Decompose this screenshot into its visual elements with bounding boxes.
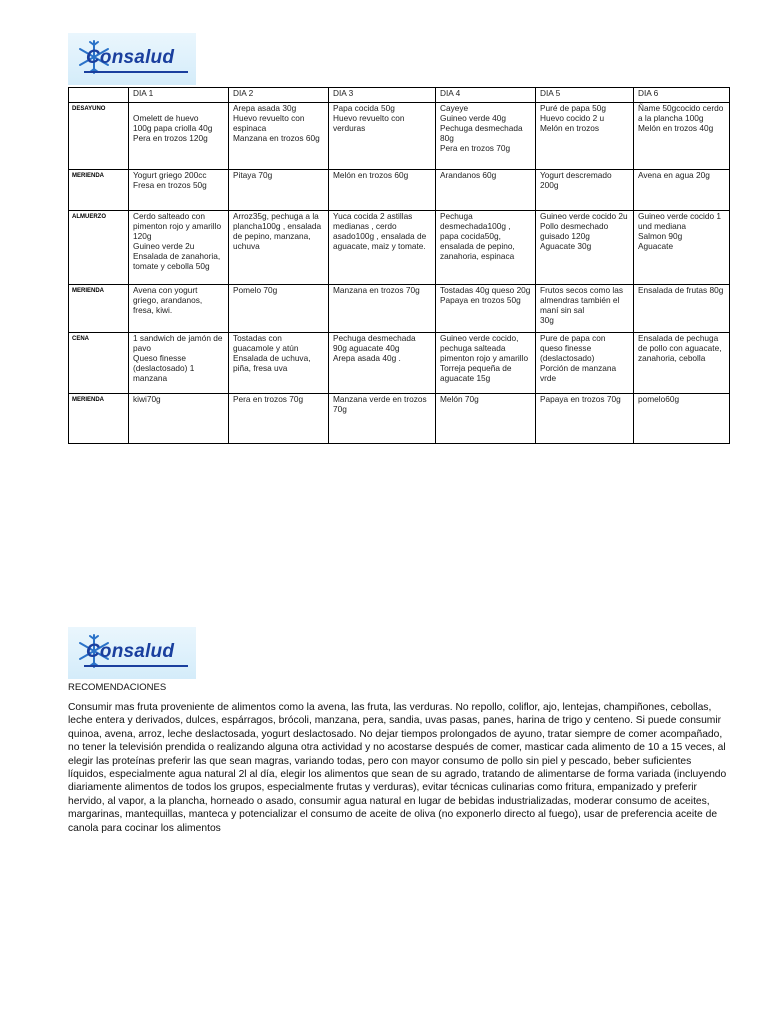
weekly-menu-table: [68, 87, 730, 444]
table-cell: Ensalada de frutas 80g: [634, 285, 730, 333]
table-row: [69, 103, 730, 170]
table-cell: Guineo verde cocido, pechuga salteada pimenton rojo y amarillo Torreja pequeña de aguacate 15g: [436, 333, 536, 394]
logo-underline: [84, 665, 188, 667]
meal-label: DESAYUNO: [69, 103, 129, 170]
table-cell: Avena con yogurt griego, arandanos, fresa, kiwi.: [129, 285, 229, 333]
table-cell: Avena en agua 20g: [634, 170, 730, 211]
table-row: [69, 394, 730, 444]
table-cell: Arepa asada 30g Huevo revuelto con espinaca Manzana en trozos 60g: [229, 103, 329, 170]
table-cell: Pure de papa con queso finesse (deslactosado) Porción de manzana vrde: [536, 333, 634, 394]
table-cell: Papa cocida 50g Huevo revuelto con verduras: [329, 103, 436, 170]
table-cell: Manzana verde en trozos 70g: [329, 394, 436, 444]
table-header-row: [69, 88, 730, 103]
day-header: DIA 6: [634, 88, 730, 103]
day-header: DIA 5: [536, 88, 634, 103]
table-row: [69, 333, 730, 394]
table-cell: Guineo verde cocido 2u Pollo desmechado guisado 120g Aguacate 30g: [536, 211, 634, 285]
table-cell: Puré de papa 50g Huevo cocido 2 u Melón en trozos: [536, 103, 634, 170]
table-cell: Ensalada de pechuga de pollo con aguacate, zanahoria, cebolla: [634, 333, 730, 394]
day-header: DIA 4: [436, 88, 536, 103]
day-header: DIA 3: [329, 88, 436, 103]
table-cell: Tostadas 40g queso 20g Papaya en trozos 50g: [436, 285, 536, 333]
meal-label: CENA: [69, 333, 129, 394]
table-cell: Papaya en trozos 70g: [536, 394, 634, 444]
meal-label: ALMUERZO: [69, 211, 129, 285]
table-cell: Melón en trozos 60g: [329, 170, 436, 211]
day-header: DIA 1: [129, 88, 229, 103]
table-cell: Pechuga desmechada100g , papa cocida50g, ensalada de pepino, zanahoria, espinaca: [436, 211, 536, 285]
logo-text: Consalud: [86, 47, 175, 68]
meal-label: MERIENDA: [69, 394, 129, 444]
table-cell: Yogurt descremado 200g: [536, 170, 634, 211]
table-cell: Guineo verde cocido 1 und mediana Salmon 90g Aguacate: [634, 211, 730, 285]
meal-label: MERIENDA: [69, 285, 129, 333]
consalud-logo-bottom: [68, 627, 196, 679]
table-cell: Pechuga desmechada 90g aguacate 40g Arepa asada 40g .: [329, 333, 436, 394]
logo-underline: [84, 71, 188, 73]
table-cell: Yuca cocida 2 astillas medianas , cerdo asado100g , ensalada de aguacate, maiz y tomate.: [329, 211, 436, 285]
table-cell: Tostadas con guacamole y atún Ensalada de uchuva, piña, fresa uva: [229, 333, 329, 394]
table-cell: kiwi70g: [129, 394, 229, 444]
table-cell: Melón 70g: [436, 394, 536, 444]
table-cell: Pomelo 70g: [229, 285, 329, 333]
recommendations-title: RECOMENDACIONES: [68, 682, 167, 693]
header-empty-cell: [69, 88, 129, 103]
table-cell: Pitaya 70g: [229, 170, 329, 211]
table-cell: Omelett de huevo 100g papa criolla 40g Pera en trozos 120g: [129, 103, 229, 170]
table-cell: Arandanos 60g: [436, 170, 536, 211]
consalud-logo-top: [68, 33, 196, 85]
table-cell: Yogurt griego 200cc Fresa en trozos 50g: [129, 170, 229, 211]
table-row: [69, 170, 730, 211]
table-cell: Ñame 50gcocido cerdo a la plancha 100g Melón en trozos 40g: [634, 103, 730, 170]
day-header: DIA 2: [229, 88, 329, 103]
meal-label: MERIENDA: [69, 170, 129, 211]
table-cell: Frutos secos como las almendras también el maní sin sal 30g: [536, 285, 634, 333]
table-row: [69, 211, 730, 285]
table-cell: Manzana en trozos 70g: [329, 285, 436, 333]
table-cell: Cerdo salteado con pimenton rojo y amarillo 120g Guineo verde 2u Ensalada de zanahoria, tomate y cebolla 50g: [129, 211, 229, 285]
table-row: [69, 285, 730, 333]
table-cell: pomelo60g: [634, 394, 730, 444]
recommendations-body: Consumir mas fruta proveniente de alimentos como la avena, las fruta, las verduras. No repollo, coliflor, ajo, lentejas, champiñones, cebollas, leche entera y derivados, dulces, espárragos, brócoli, manzana, pera, sandia, uvas pasas, panes, harina de trigo y centeno. Si puede consumir quinoa, avena, arroz, leche deslactosada, yogurt deslactosado. No dejar tiempos prolongados de ayuno, tratar siempre de comer acompañado, no tener la televisión prendida o realizando alguna otra actividad y no acostarse después de comer, masticar cada alimento de 10 a 15 veces, al elegir las proteínas preferir las que sean magras, variando todas, pero con mayor consumo de pollo sin piel y pescado, beber suficientes líquidos, especialmente agua natural 2l al día, elegir los alimentos que sean de su agrado, tratando de alimentarse de forma variada (incluyendo diariamente alimentos de todos los grupos, especialmente frutas y verduras), evitar técnicas culinarias como fritura, empanizado y preferir hervido, al vapor, a la plancha, horneado o asado, consumir agua natural en lugar de bebidas industrializadas, moderar consumo de aceites, margarinas, mantequillas, manteca y potencializar el consumo de aceite de oliva (no exponerlo directo al fuego), usar de preferencia aceite de canola para cocinar los alimentos: [68, 702, 727, 834]
logo-text: Consalud: [86, 641, 175, 662]
table-cell: Pera en trozos 70g: [229, 394, 329, 444]
table-cell: Cayeye Guineo verde 40g Pechuga desmechada 80g Pera en trozos 70g: [436, 103, 536, 170]
table-cell: Arroz35g, pechuga a la plancha100g , ensalada de pepino, manzana, uchuva: [229, 211, 329, 285]
table-cell: 1 sandwich de jamón de pavo Queso finesse (deslactosado) 1 manzana: [129, 333, 229, 394]
